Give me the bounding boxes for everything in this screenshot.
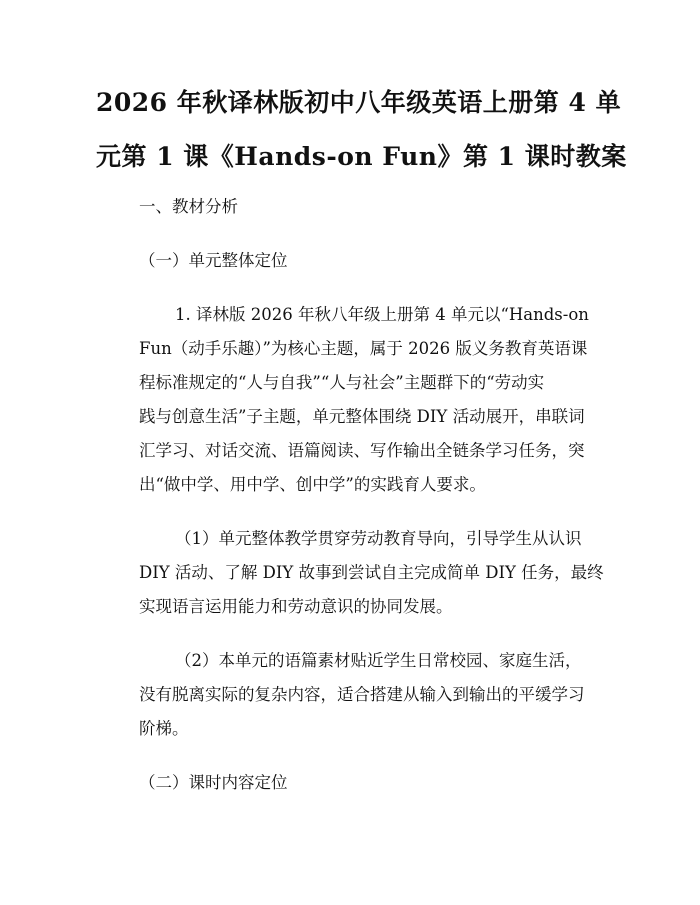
paragraph-unit-theme bbox=[103, 298, 603, 502]
paragraph-line: 程标准规定的“人与自我”“人与社会”主题群下的“劳动实 bbox=[139, 373, 545, 392]
document-title bbox=[96, 76, 627, 184]
paragraph-line: 汇学习、对话交流、语篇阅读、写作输出全链条学习任务，突 bbox=[139, 441, 585, 460]
paragraph-line: （1）单元整体教学贯穿劳动教育导向，引导学生从认识 bbox=[175, 529, 582, 548]
section-heading-textbook-analysis: 一、教材分析 bbox=[139, 197, 238, 216]
paragraph-line: 没有脱离实际的复杂内容，适合搭建从输入到输出的平缓学习 bbox=[139, 685, 585, 704]
paragraph-text-materials bbox=[103, 644, 603, 746]
paragraph-line: 实现语言运用能力和劳动意识的协同发展。 bbox=[139, 597, 453, 616]
paragraph-line: Fun（动手乐趣）”为核心主题，属于 2026 版义务教育英语课 bbox=[139, 339, 588, 358]
paragraph-line: （2）本单元的语篇素材贴近学生日常校园、家庭生活， bbox=[175, 651, 582, 670]
title-line-2: 元第 1 课《Hands-on Fun》第 1 课时教案 bbox=[96, 142, 627, 171]
paragraph-line: 阶梯。 bbox=[139, 719, 189, 738]
paragraph-line: 出“做中学、用中学、创中学”的实践育人要求。 bbox=[139, 475, 486, 494]
title-line-1: 2026 年秋译林版初中八年级英语上册第 4 单 bbox=[96, 88, 622, 117]
paragraph-line: 践与创意生活”子主题，单元整体围绕 DIY 活动展开，串联词 bbox=[139, 407, 585, 426]
subsection-heading-unit-positioning: （一）单元整体定位 bbox=[139, 251, 288, 270]
document-body bbox=[103, 190, 603, 800]
paragraph-line: 1. 译林版 2026 年秋八年级上册第 4 单元以“Hands-on bbox=[175, 305, 589, 324]
paragraph-line: DIY 活动、了解 DIY 故事到尝试自主完成简单 DIY 任务，最终 bbox=[139, 563, 604, 582]
paragraph-labor-education bbox=[103, 522, 603, 624]
subsection-heading-lesson-positioning: （二）课时内容定位 bbox=[139, 773, 288, 792]
